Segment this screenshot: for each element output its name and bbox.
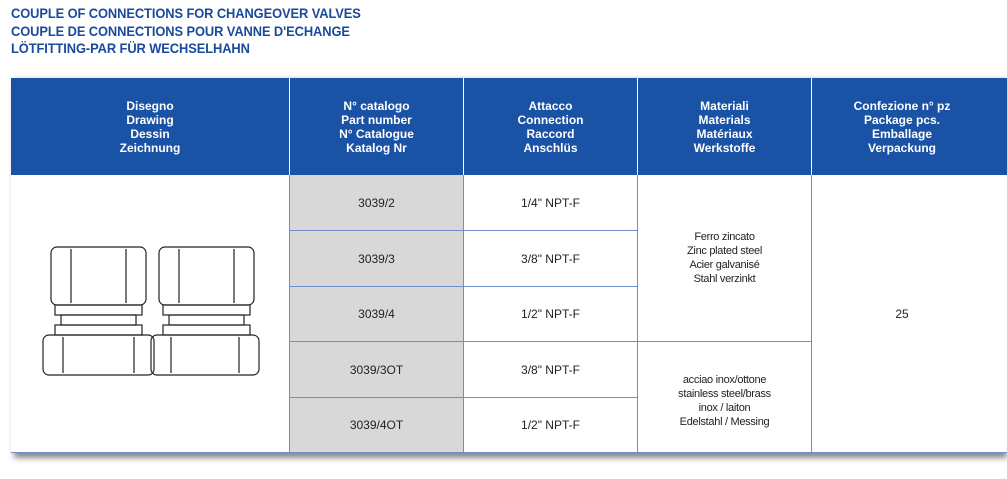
table-body: [11, 175, 1007, 453]
connection-cell: 1/2" NPT-F: [521, 418, 580, 432]
fitting-left: [43, 247, 154, 375]
part-number-cell: 3039/2: [358, 195, 395, 210]
title-french: COUPLE DE CONNECTIONS POUR VANNE D'ECHANGE: [11, 22, 350, 39]
connection-cell: 3/8" NPT-F: [521, 251, 580, 266]
table-bottom-line: [11, 452, 1007, 453]
title-english: COUPLE OF CONNECTIONS FOR CHANGEOVER VALVES: [11, 5, 361, 21]
product-table: [11, 78, 1007, 453]
header-materials: Materiali Materials Matériaux Werkstoffe: [693, 98, 756, 155]
connection-cell: 1/2" NPT-F: [521, 307, 580, 321]
header-connection: Attacco Connection Raccord Anschlüs: [517, 98, 584, 155]
connection-cell: 1/4" NPT-F: [521, 195, 580, 210]
part-number-cell: 3039/4: [358, 307, 395, 321]
part-number-cell: 3039/3OT: [349, 362, 404, 377]
materials-cell: acciao inox/ottone stainless steel/brass inox / laiton Edelstahl / Messing: [678, 374, 771, 428]
header-part-number: N° catalogo Part number N° Catalogue Katalog Nr: [339, 98, 414, 155]
fitting-right: [151, 247, 259, 375]
header-package: Confezione n° pz Package pcs. Emballage Verpackung: [853, 98, 951, 155]
title-block: [11, 5, 391, 58]
table-header: [11, 78, 1007, 175]
header-drawing: Disegno Drawing Dessin Zeichnung: [119, 98, 181, 155]
part-number-cell: 3039/4OT: [349, 418, 404, 432]
package-cell: 25: [895, 306, 909, 321]
connection-drawing: [41, 245, 261, 380]
connection-cell: 3/8" NPT-F: [521, 362, 580, 377]
part-number-cell: 3039/3: [358, 251, 395, 266]
materials-cell: Ferro zincato Zinc plated steel Acier galvanisé Stahl verzinkt: [687, 231, 762, 285]
title-german: LÖTFITTING-PAR FÜR WECHSELHAHN: [11, 40, 250, 56]
